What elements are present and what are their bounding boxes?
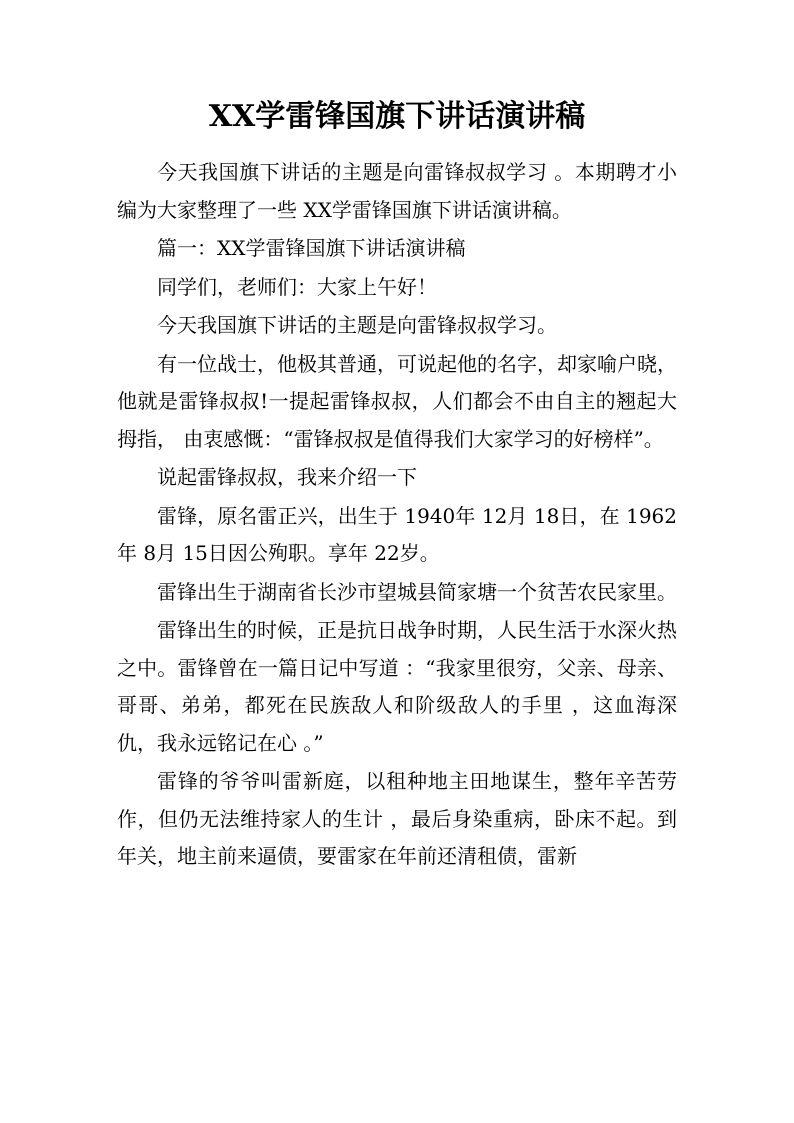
paragraph-war-time: 雷锋出生的时候，正是抗日战争时期，人民生活于水深火热之中。雷锋曾在一篇日记中写道 ：“我家里很穷，父亲、母亲、哥哥、弟弟，都死在民族敌人和阶级敌人的手里 ，这血海深仇，我永远铭记在心 。” (117, 618, 677, 755)
paragraph-topic: 今天我国旗下讲话的主题是向雷锋叔叔学习。 (157, 313, 557, 337)
paragraph-soldier: 有一位战士，他极其普通，可说起他的名字，却家喻户晓，他就是雷锋叔叔!一提起雷锋叔叔，人们都会不由自主的翘起大拇指， 由衷感慨：“雷锋叔叔是值得我们大家学习的好榜样”。 (117, 351, 677, 451)
paragraph-birthplace: 雷锋出生于湖南省长沙市望城县简家塘一个贫苦农民家里。 (157, 579, 677, 604)
paragraph-introduce: 说起雷锋叔叔，我来介绍一下 (157, 465, 417, 489)
paragraph-grandfather: 雷锋的爷爷叫雷新庭，以租种地主田地谋生，整年辛苦劳作，但仍无法维持家人的生计 ，最后身染重病，卧床不起。到年关，地主前来逼债，要雷家在年前还清租债，雷新 (117, 769, 677, 868)
paragraph-intro: 今天我国旗下讲话的主题是向雷锋叔叔学习 。本期聘才小编为大家整理了一些 XX学雷锋国旗下讲话演讲稿。 (117, 160, 677, 222)
paragraph-section-heading: 篇一：XX学雷锋国旗下讲话演讲稿 (157, 236, 466, 260)
paragraph-biography: 雷锋，原名雷正兴，出生于 1940年 12月 18日，在 1962年 8月 15日因公殉职。享年 22岁。 (117, 503, 677, 565)
paragraph-greeting: 同学们，老师们：大家上午好！ (157, 274, 437, 299)
document-title: XX学雷锋国旗下讲话演讲稿 (208, 99, 586, 134)
document-body (117, 154, 677, 876)
